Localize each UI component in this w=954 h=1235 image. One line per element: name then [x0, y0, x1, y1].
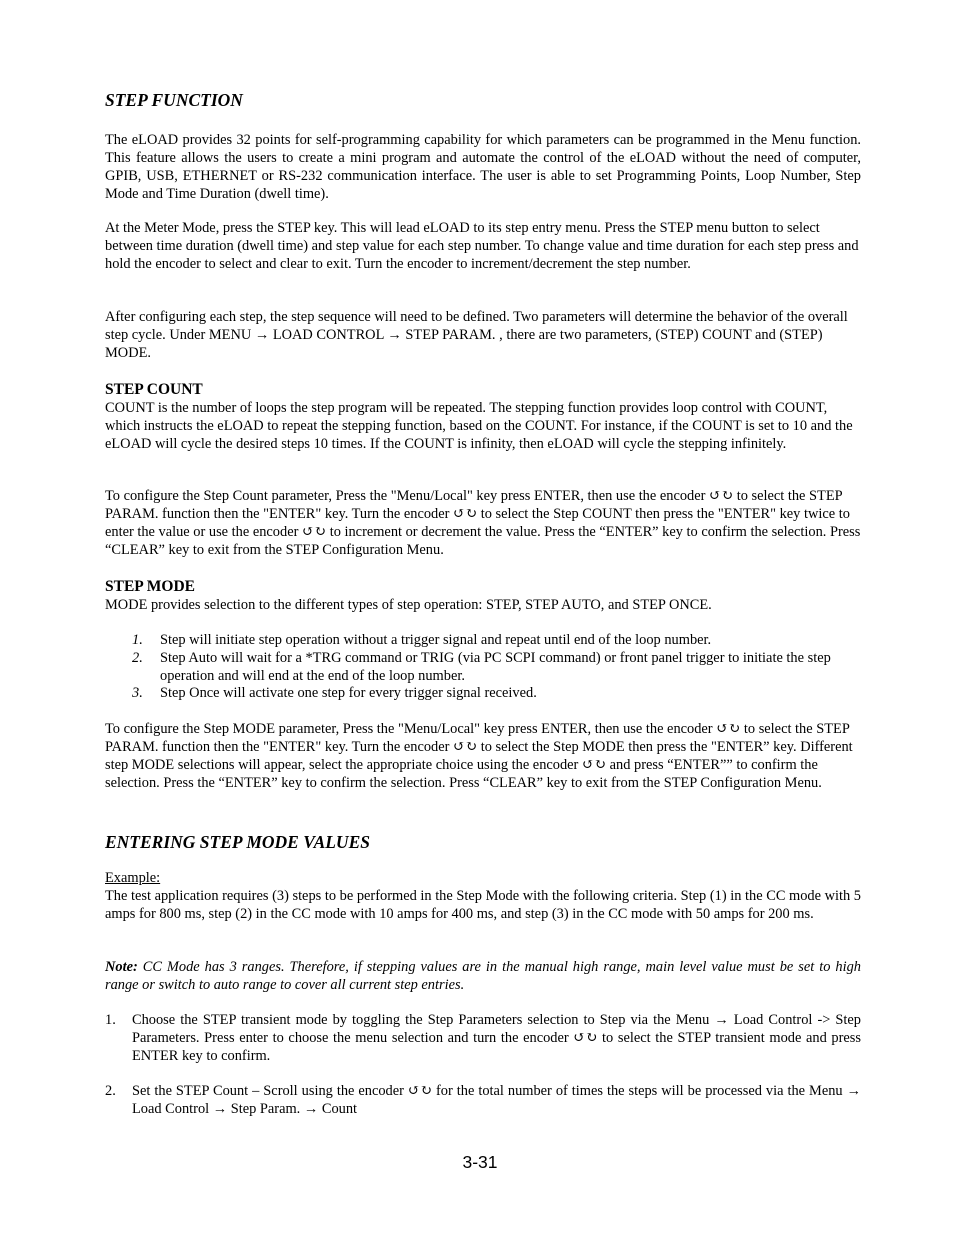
- list-number: 2.: [132, 650, 143, 666]
- step-text: Set the STEP Count – Scroll using the encoder ↺↻ for the total number of times the steps will be processed via the Menu → Load Control → Step Param. → Count: [132, 1083, 861, 1117]
- note-paragraph: [105, 959, 861, 995]
- step-text: Choose the STEP transient mode by toggling the Step Parameters selection to Step via the Menu → Load Control -> Step Parameters. Press enter to choose the menu selection and turn the encoder ↺↻ to select the STEP transient mode and press ENTER key to confirm.: [132, 1012, 861, 1064]
- list-item: [105, 685, 861, 703]
- note-text: CC Mode has 3 ranges. Therefore, if stepping values are in the manual high range, main level value must be set to high range or switch to auto range to cover all current step entries.: [105, 959, 861, 993]
- intro-paragraph-3: After configuring each step, the step sequence will need to be defined. Two parameters will determine the behavior of the overall step cycle. Under MENU → LOAD CONTROL → STEP PARAM. , there are two parameters, (STEP) COUNT and (STEP) MODE.: [105, 309, 848, 361]
- section-title: STEP FUNCTION: [105, 90, 243, 110]
- list-text: Step Auto will wait for a *TRG command or TRIG (via PC SCPI command) or front panel trigger to initiate the step operation and will end at the end of the loop number.: [160, 650, 831, 684]
- step-count-paragraph-1: COUNT is the number of loops the step program will be repeated. The stepping function provides loop control with COUNT, which instructs the eLOAD to repeat the stepping function, based on the COUNT. For instance, if the COUNT is set to 10 and the eLOAD will cycle the desired steps 10 times. If the COUNT is infinity, then eLOAD will cycle the stepping infinitely.: [105, 400, 853, 452]
- entering-heading: ENTERING STEP MODE VALUES: [105, 832, 370, 852]
- step-number: 2.: [105, 1083, 116, 1099]
- list-number: 1.: [132, 632, 143, 648]
- step-count-heading: STEP COUNT: [105, 381, 203, 398]
- step-number: 1.: [105, 1012, 116, 1028]
- intro-paragraph-1: The eLOAD provides 32 points for self-programming capability for which parameters can be programmed in the Menu function. This feature allows the users to create a mini program and automate the control of the eLOAD without the need of computer, GPIB, USB, ETHERNET or RS-232 communication interface. The user is able to set Programming Points, Loop Number, Step Mode and Time Duration (dwell time).: [105, 132, 861, 202]
- example-text: The test application requires (3) steps to be performed in the Step Mode with the following criteria. Step (1) in the CC mode with 5 amps for 800 ms, step (2) in the CC mode with 10 amps for 400 ms, and step (3) in the CC mode with 50 amps for 200 ms.: [105, 888, 861, 922]
- list-text: Step will initiate step operation without a trigger signal and repeat until end of the loop number.: [160, 632, 712, 648]
- page-number: 3-31: [462, 1152, 498, 1172]
- list-number: 3.: [132, 685, 143, 701]
- step-mode-paragraph-2: To configure the Step MODE parameter, Press the "Menu/Local" key press ENTER, then use the encoder ↺↻ to select the STEP PARAM. function then the "ENTER" key. Turn the encoder ↺↻ to select the Step MODE then press the "ENTER” key. Different step MODE selections will appear, select the appropriate choice using the encoder ↺↻ and press “ENTER”” to confirm the selection. Press the “ENTER” key to confirm the selection. Press “CLEAR” key to exit from the STEP Configuration Menu.: [105, 721, 853, 791]
- list-text: Step Once will activate one step for every trigger signal received.: [160, 685, 537, 701]
- step-mode-heading: STEP MODE: [105, 578, 196, 595]
- step-count-paragraph-2: To configure the Step Count parameter, Press the "Menu/Local" key press ENTER, then use the encoder ↺↻ to select the STEP PARAM. function then the "ENTER" key. Turn the encoder ↺↻ to select the Step COUNT then press the "ENTER" key twice to enter the value or use the encoder ↺↻ to increment or decrement the value. Press the “ENTER” key to confirm the selection. Press “CLEAR” key to exit from the STEP Configuration Menu.: [105, 488, 861, 558]
- step-mode-paragraph-1: MODE provides selection to the different types of step operation: STEP, STEP AUTO, and STEP ONCE.: [105, 597, 712, 613]
- list-item: [105, 632, 861, 650]
- note-label: Note:: [105, 959, 138, 975]
- intro-paragraph-2: At the Meter Mode, press the STEP key. This will lead eLOAD to its step entry menu. Press the STEP menu button to select between time duration (dwell time) and step value for each step number. To change value and time duration for each step press and hold the encoder to select and clear to exit. Turn the encoder to increment/decrement the step number.: [105, 220, 859, 272]
- step-item: [105, 1012, 861, 1066]
- list-item: [105, 650, 861, 686]
- step-item: [105, 1083, 861, 1119]
- example-label: Example:: [105, 870, 161, 886]
